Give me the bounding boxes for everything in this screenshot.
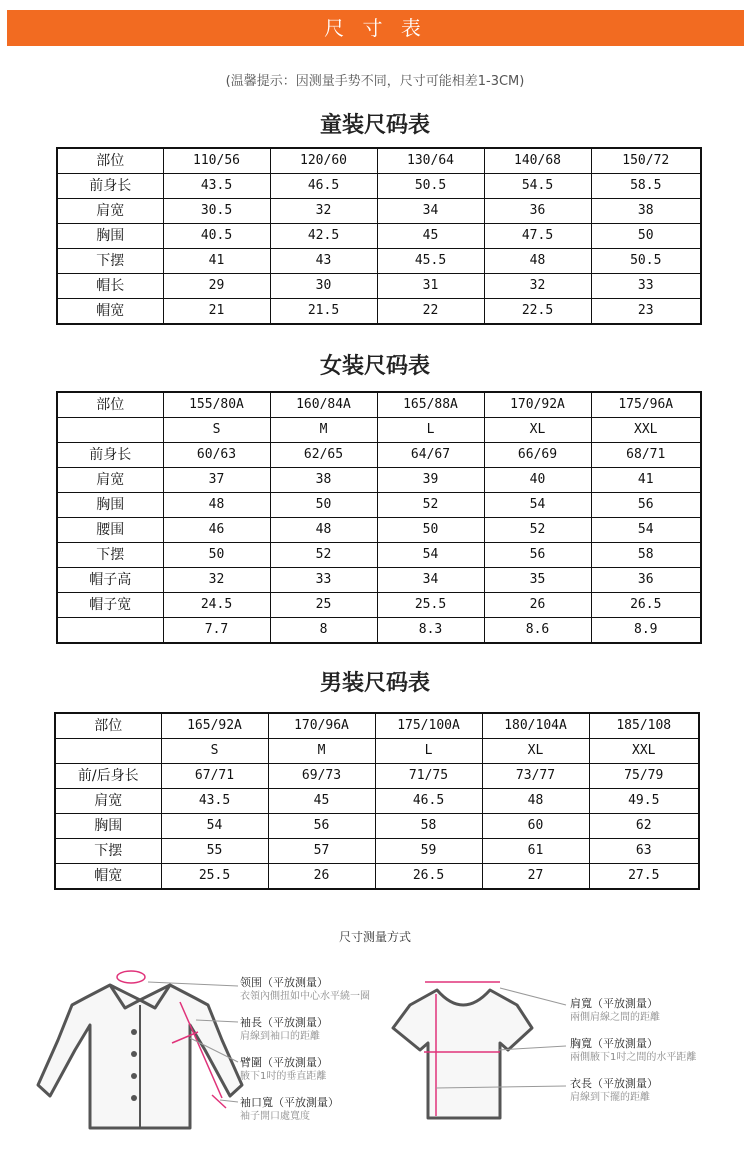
size-value-cell: 120/60 — [270, 148, 377, 174]
size-value-cell: 130/64 — [377, 148, 484, 174]
collar-note: 领围（平放测量） 衣領內側扭如中心水平繞一圈 — [240, 976, 370, 1002]
row-label-cell: 下摆 — [57, 249, 163, 274]
row-label-cell: 部位 — [57, 148, 163, 174]
row-label-cell: 胸围 — [57, 224, 163, 249]
row-label-cell: 帽长 — [57, 274, 163, 299]
size-value-cell: 52 — [377, 493, 484, 518]
size-value-cell: 8 — [270, 618, 377, 644]
size-value-cell: 50.5 — [591, 249, 701, 274]
row-label-cell: 帽宽 — [57, 299, 163, 325]
size-value-cell: 34 — [377, 568, 484, 593]
size-value-cell: 46 — [163, 518, 270, 543]
size-value-cell: 41 — [163, 249, 270, 274]
size-value-cell: 54 — [161, 814, 268, 839]
size-value-cell: 58 — [375, 814, 482, 839]
size-value-cell: 40 — [484, 468, 591, 493]
size-value-cell: 62/65 — [270, 443, 377, 468]
table-row — [55, 864, 699, 890]
size-value-cell: XL — [482, 739, 589, 764]
row-label-cell — [57, 418, 163, 443]
table-row — [57, 249, 701, 274]
size-chart-banner: 尺 寸 表 — [7, 10, 744, 46]
size-value-cell: 50.5 — [377, 174, 484, 199]
tshirt-outline-icon — [393, 990, 532, 1118]
size-value-cell: 36 — [591, 568, 701, 593]
table-row — [57, 618, 701, 644]
measurement-method-title: 尺寸测量方式 — [338, 930, 411, 944]
size-value-cell: 46.5 — [375, 789, 482, 814]
size-value-cell: 23 — [591, 299, 701, 325]
shoulder-width-note: 肩寬（平放測量） 兩側肩線之間的距離 — [570, 997, 660, 1023]
table-row — [57, 518, 701, 543]
row-label-cell: 肩宽 — [57, 199, 163, 224]
table-row — [57, 199, 701, 224]
size-value-cell: 33 — [591, 274, 701, 299]
size-value-cell: 21 — [163, 299, 270, 325]
size-value-cell: 56 — [591, 493, 701, 518]
table-row — [55, 739, 699, 764]
size-value-cell: 71/75 — [375, 764, 482, 789]
size-value-cell: M — [268, 739, 375, 764]
size-value-cell: 26.5 — [375, 864, 482, 890]
size-value-cell: 170/96A — [268, 713, 375, 739]
size-value-cell: 165/92A — [161, 713, 268, 739]
table-row — [55, 764, 699, 789]
size-value-cell: 175/100A — [375, 713, 482, 739]
table-row — [55, 814, 699, 839]
size-value-cell: 27 — [482, 864, 589, 890]
size-value-cell: 26 — [268, 864, 375, 890]
table-row — [55, 713, 699, 739]
size-value-cell: 32 — [484, 274, 591, 299]
size-value-cell: 35 — [484, 568, 591, 593]
table-row — [57, 174, 701, 199]
row-label-cell: 下摆 — [55, 839, 161, 864]
table-row — [55, 839, 699, 864]
size-value-cell: 59 — [375, 839, 482, 864]
size-value-cell: 55 — [161, 839, 268, 864]
size-value-cell: 27.5 — [589, 864, 699, 890]
size-value-cell: 62 — [589, 814, 699, 839]
women-table-title: 女装尺码表 — [319, 354, 430, 379]
row-label-cell: 前/后身长 — [55, 764, 161, 789]
size-value-cell: 66/69 — [484, 443, 591, 468]
table-row — [57, 299, 701, 325]
row-label-cell: 下摆 — [57, 543, 163, 568]
size-value-cell: 40.5 — [163, 224, 270, 249]
size-value-cell: 57 — [268, 839, 375, 864]
size-value-cell: 38 — [591, 199, 701, 224]
row-label-cell — [57, 618, 163, 644]
row-label-cell: 帽子高 — [57, 568, 163, 593]
men-size-table — [54, 712, 700, 890]
body-length-note: 衣長（平放測量） 肩線到下擺的距離 — [570, 1077, 658, 1103]
size-value-cell: 47.5 — [484, 224, 591, 249]
size-value-cell: 22.5 — [484, 299, 591, 325]
size-value-cell: 54 — [591, 518, 701, 543]
size-value-cell: 56 — [484, 543, 591, 568]
size-value-cell: 37 — [163, 468, 270, 493]
size-value-cell: 22 — [377, 299, 484, 325]
size-value-cell: 42.5 — [270, 224, 377, 249]
size-value-cell: 50 — [591, 224, 701, 249]
women-size-table — [56, 391, 702, 644]
size-value-cell: 25 — [270, 593, 377, 618]
size-value-cell: 54.5 — [484, 174, 591, 199]
table-row — [57, 274, 701, 299]
row-label-cell: 前身长 — [57, 174, 163, 199]
kids-size-table — [56, 147, 702, 325]
size-value-cell: 48 — [484, 249, 591, 274]
size-value-cell: 69/73 — [268, 764, 375, 789]
row-label-cell: 部位 — [55, 713, 161, 739]
size-value-cell: 175/96A — [591, 392, 701, 418]
size-value-cell: 61 — [482, 839, 589, 864]
size-value-cell: 58 — [591, 543, 701, 568]
table-row — [57, 392, 701, 418]
table-row — [57, 148, 701, 174]
size-value-cell: 50 — [163, 543, 270, 568]
size-value-cell: 38 — [270, 468, 377, 493]
size-value-cell: 50 — [377, 518, 484, 543]
size-value-cell: 8.9 — [591, 618, 701, 644]
size-value-cell: XL — [484, 418, 591, 443]
row-label-cell: 前身长 — [57, 443, 163, 468]
size-value-cell: 52 — [484, 518, 591, 543]
table-row — [57, 418, 701, 443]
size-value-cell: 49.5 — [589, 789, 699, 814]
size-value-cell: 48 — [270, 518, 377, 543]
row-label-cell: 帽宽 — [55, 864, 161, 890]
size-value-cell: 73/77 — [482, 764, 589, 789]
row-label-cell: 肩宽 — [55, 789, 161, 814]
row-label-cell: 胸围 — [57, 493, 163, 518]
size-value-cell: 140/68 — [484, 148, 591, 174]
size-value-cell: 25.5 — [161, 864, 268, 890]
size-value-cell: 60 — [482, 814, 589, 839]
size-value-cell: 43.5 — [163, 174, 270, 199]
size-value-cell: 33 — [270, 568, 377, 593]
size-value-cell: 75/79 — [589, 764, 699, 789]
row-label-cell — [55, 739, 161, 764]
size-value-cell: 45.5 — [377, 249, 484, 274]
size-value-cell: 68/71 — [591, 443, 701, 468]
size-value-cell: 21.5 — [270, 299, 377, 325]
kids-table-title: 童装尺码表 — [319, 113, 430, 138]
measurement-tip: (温馨提示：因测量手势不同，尺寸可能相差1-3CM) — [225, 74, 525, 89]
size-value-cell: XXL — [591, 418, 701, 443]
size-value-cell: 29 — [163, 274, 270, 299]
size-value-cell: 25.5 — [377, 593, 484, 618]
size-value-cell: 54 — [484, 493, 591, 518]
table-row — [57, 224, 701, 249]
table-row — [57, 568, 701, 593]
table-row — [57, 543, 701, 568]
size-value-cell: 39 — [377, 468, 484, 493]
row-label-cell: 胸围 — [55, 814, 161, 839]
size-value-cell: XXL — [589, 739, 699, 764]
size-value-cell: 30.5 — [163, 199, 270, 224]
size-value-cell: 41 — [591, 468, 701, 493]
size-value-cell: L — [377, 418, 484, 443]
size-value-cell: 185/108 — [589, 713, 699, 739]
chest-width-note: 胸寬（平放測量） 兩側腋下1吋之間的水平距離 — [570, 1037, 697, 1063]
size-value-cell: 150/72 — [591, 148, 701, 174]
size-value-cell: 24.5 — [163, 593, 270, 618]
row-label-cell: 帽子宽 — [57, 593, 163, 618]
size-value-cell: 31 — [377, 274, 484, 299]
size-value-cell: 64/67 — [377, 443, 484, 468]
size-value-cell: 67/71 — [161, 764, 268, 789]
size-value-cell: 63 — [589, 839, 699, 864]
size-value-cell: 46.5 — [270, 174, 377, 199]
size-value-cell: 110/56 — [163, 148, 270, 174]
table-row — [57, 493, 701, 518]
size-value-cell: 7.7 — [163, 618, 270, 644]
arm-circumference-note: 臂圍（平放測量） 腋下1吋的垂直距離 — [240, 1056, 328, 1082]
size-value-cell: 32 — [270, 199, 377, 224]
size-value-cell: 56 — [268, 814, 375, 839]
size-value-cell: 54 — [377, 543, 484, 568]
table-row — [57, 468, 701, 493]
size-value-cell: 48 — [482, 789, 589, 814]
cuff-width-note: 袖口寬（平放測量） 袖子開口處寬度 — [240, 1096, 339, 1122]
size-value-cell: 34 — [377, 199, 484, 224]
size-value-cell: 58.5 — [591, 174, 701, 199]
size-value-cell: 26 — [484, 593, 591, 618]
size-value-cell: L — [375, 739, 482, 764]
size-value-cell: 165/88A — [377, 392, 484, 418]
size-value-cell: 45 — [377, 224, 484, 249]
size-value-cell: 60/63 — [163, 443, 270, 468]
size-value-cell: 8.6 — [484, 618, 591, 644]
size-value-cell: 160/84A — [270, 392, 377, 418]
sleeve-length-note: 袖長（平放測量） 肩線到袖口的距離 — [240, 1016, 328, 1042]
size-value-cell: 50 — [270, 493, 377, 518]
table-row — [57, 593, 701, 618]
size-value-cell: 32 — [163, 568, 270, 593]
men-table-title: 男装尺码表 — [319, 671, 430, 696]
size-value-cell: 155/80A — [163, 392, 270, 418]
size-value-cell: 48 — [163, 493, 270, 518]
row-label-cell: 肩宽 — [57, 468, 163, 493]
size-value-cell: S — [163, 418, 270, 443]
size-value-cell: 170/92A — [484, 392, 591, 418]
row-label-cell: 部位 — [57, 392, 163, 418]
size-value-cell: 8.3 — [377, 618, 484, 644]
table-row — [57, 443, 701, 468]
size-value-cell: 52 — [270, 543, 377, 568]
row-label-cell: 腰围 — [57, 518, 163, 543]
size-value-cell: 45 — [268, 789, 375, 814]
size-value-cell: M — [270, 418, 377, 443]
size-value-cell: 180/104A — [482, 713, 589, 739]
shirt-outline-icon — [38, 985, 242, 1128]
size-value-cell: 26.5 — [591, 593, 701, 618]
size-value-cell: 43 — [270, 249, 377, 274]
size-value-cell: S — [161, 739, 268, 764]
table-row — [55, 789, 699, 814]
size-value-cell: 30 — [270, 274, 377, 299]
size-value-cell: 36 — [484, 199, 591, 224]
size-value-cell: 43.5 — [161, 789, 268, 814]
